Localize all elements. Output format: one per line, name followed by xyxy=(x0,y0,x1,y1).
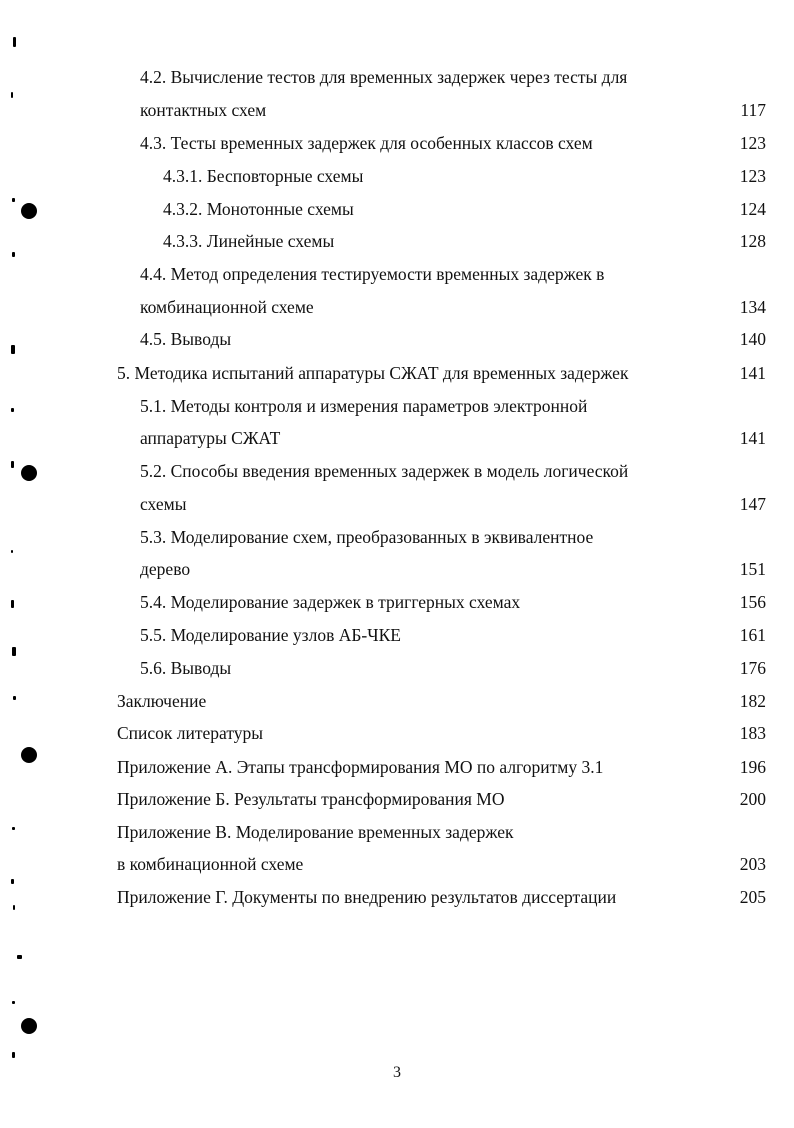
toc-entry-appendix-a: Приложение А. Этапы трансформирования МО по алгоритму 3.1 xyxy=(117,757,604,777)
scan-speck xyxy=(11,879,14,884)
toc-entry-title: Метод определения тестируемости временных задержек в xyxy=(170,264,605,284)
toc-entry-4-3-2 xyxy=(163,198,354,220)
scan-speck xyxy=(17,955,22,959)
toc-entry-4-4 xyxy=(140,263,604,285)
toc-entry-title-continuation: комбинационной схеме xyxy=(140,297,314,317)
toc-entry-number: 5.4. xyxy=(140,592,167,612)
toc-entry-title: Вычисление тестов для временных задержек через тесты для xyxy=(170,67,628,87)
toc-page-number: 200 xyxy=(739,789,766,809)
toc-entry-references: Список литературы xyxy=(117,723,264,743)
toc-entry-4-3-1 xyxy=(163,165,363,187)
scan-speck xyxy=(11,550,13,553)
toc-entry-number: 5.2. xyxy=(140,461,167,481)
toc-entry-appendix-v: Приложение В. Моделирование временных задержек xyxy=(117,822,514,842)
toc-entry-number: 4.3. xyxy=(140,133,167,153)
scan-speck xyxy=(11,600,14,608)
scan-speck xyxy=(12,1001,15,1004)
toc-entry-5 xyxy=(117,362,628,384)
toc-entry-title-continuation: дерево xyxy=(140,559,191,579)
scan-speck xyxy=(12,198,15,202)
toc-entry-number: 4.3.1. xyxy=(163,166,203,186)
toc-page-number: 124 xyxy=(739,199,766,219)
toc-entry-title: Методика испытаний аппаратуры СЖАТ для временных задержек xyxy=(134,363,629,383)
toc-page-number: 203 xyxy=(739,854,766,874)
toc-entry-title-continuation: схемы xyxy=(140,494,187,514)
toc-page-number: 151 xyxy=(739,559,766,579)
toc-page-number: 183 xyxy=(739,723,766,743)
toc-entry-title: Способы введения временных задержек в модель логической xyxy=(170,461,629,481)
toc-page-number: 205 xyxy=(739,887,766,907)
scan-speck xyxy=(13,696,16,700)
toc-entry-5-2 xyxy=(140,460,628,482)
toc-page-number: 156 xyxy=(739,592,766,612)
scan-speck xyxy=(12,827,15,830)
toc-entry-title-continuation: контактных схем xyxy=(140,100,267,120)
toc-page-number: 140 xyxy=(739,329,766,349)
toc-entry-conclusion: Заключение xyxy=(117,691,207,711)
toc-page-number: 128 xyxy=(739,231,766,251)
punch-hole xyxy=(21,465,37,481)
toc-page-number: 141 xyxy=(739,363,766,383)
toc-entry-title: Методы контроля и измерения параметров электронной xyxy=(170,396,588,416)
toc-page-number: 141 xyxy=(739,428,766,448)
toc-entry-5-4 xyxy=(140,591,520,613)
toc-entry-number: 5.6. xyxy=(140,658,167,678)
scan-speck xyxy=(11,92,13,98)
toc-entry-number: 5.5. xyxy=(140,625,167,645)
toc-entry-5-3 xyxy=(140,526,593,548)
toc-entry-title: Тесты временных задержек для особенных классов схем xyxy=(170,133,593,153)
toc-entry-4-2 xyxy=(140,66,627,88)
toc-page-number: 147 xyxy=(739,494,766,514)
toc-entry-title: Выводы xyxy=(170,658,232,678)
scan-speck xyxy=(11,461,14,468)
scan-speck xyxy=(11,345,15,354)
toc-entry-title-continuation: в комбинационной схеме xyxy=(117,854,304,874)
toc-entry-number: 5.1. xyxy=(140,396,167,416)
toc-entry-4-5 xyxy=(140,328,231,350)
toc-entry-number: 5.3. xyxy=(140,527,167,547)
toc-entry-number: 4.2. xyxy=(140,67,167,87)
toc-entry-5-1 xyxy=(140,395,587,417)
scan-speck xyxy=(13,905,15,910)
toc-entry-number: 4.4. xyxy=(140,264,167,284)
toc-entry-4-3-3 xyxy=(163,230,334,252)
toc-entry-title: Моделирование задержек в триггерных схемах xyxy=(170,592,521,612)
toc-page-number: 161 xyxy=(739,625,766,645)
toc-entry-number: 5. xyxy=(117,363,131,383)
toc-page-number: 176 xyxy=(739,658,766,678)
page-number: 3 xyxy=(393,1064,401,1081)
toc-entry-5-5 xyxy=(140,624,401,646)
toc-entry-number: 4.3.3. xyxy=(163,231,203,251)
toc-entry-number: 4.5. xyxy=(140,329,167,349)
toc-entry-title: Моделирование узлов АБ-ЧКЕ xyxy=(170,625,401,645)
toc-entry-title-continuation: аппаратуры СЖАТ xyxy=(140,428,281,448)
toc-entry-title: Монотонные схемы xyxy=(206,199,354,219)
scan-speck xyxy=(11,408,14,412)
toc-entry-title: Линейные схемы xyxy=(206,231,335,251)
toc-entry-title: Выводы xyxy=(170,329,232,349)
punch-hole xyxy=(21,1018,37,1034)
toc-page-number: 117 xyxy=(740,100,766,120)
punch-hole xyxy=(21,747,37,763)
toc-entry-number: 4.3.2. xyxy=(163,199,203,219)
toc-entry-5-6 xyxy=(140,657,231,679)
toc-entry-title: Моделирование схем, преобразованных в эквивалентное xyxy=(170,527,594,547)
punch-hole xyxy=(21,203,37,219)
scan-speck xyxy=(12,1052,15,1058)
toc-page-number: 123 xyxy=(739,166,766,186)
toc-page-number: 134 xyxy=(739,297,766,317)
toc-entry-4-3 xyxy=(140,132,593,154)
toc-entry-appendix-g: Приложение Г. Документы по внедрению результатов диссертации xyxy=(117,887,617,907)
toc-page-number: 182 xyxy=(739,691,766,711)
scan-speck xyxy=(13,37,16,47)
toc-page-number: 123 xyxy=(739,133,766,153)
scan-speck xyxy=(12,647,16,656)
toc-page-number: 196 xyxy=(739,757,766,777)
toc-entry-appendix-b: Приложение Б. Результаты трансформирования МО xyxy=(117,789,505,809)
scan-speck xyxy=(12,252,15,257)
toc-entry-title: Бесповторные схемы xyxy=(206,166,364,186)
